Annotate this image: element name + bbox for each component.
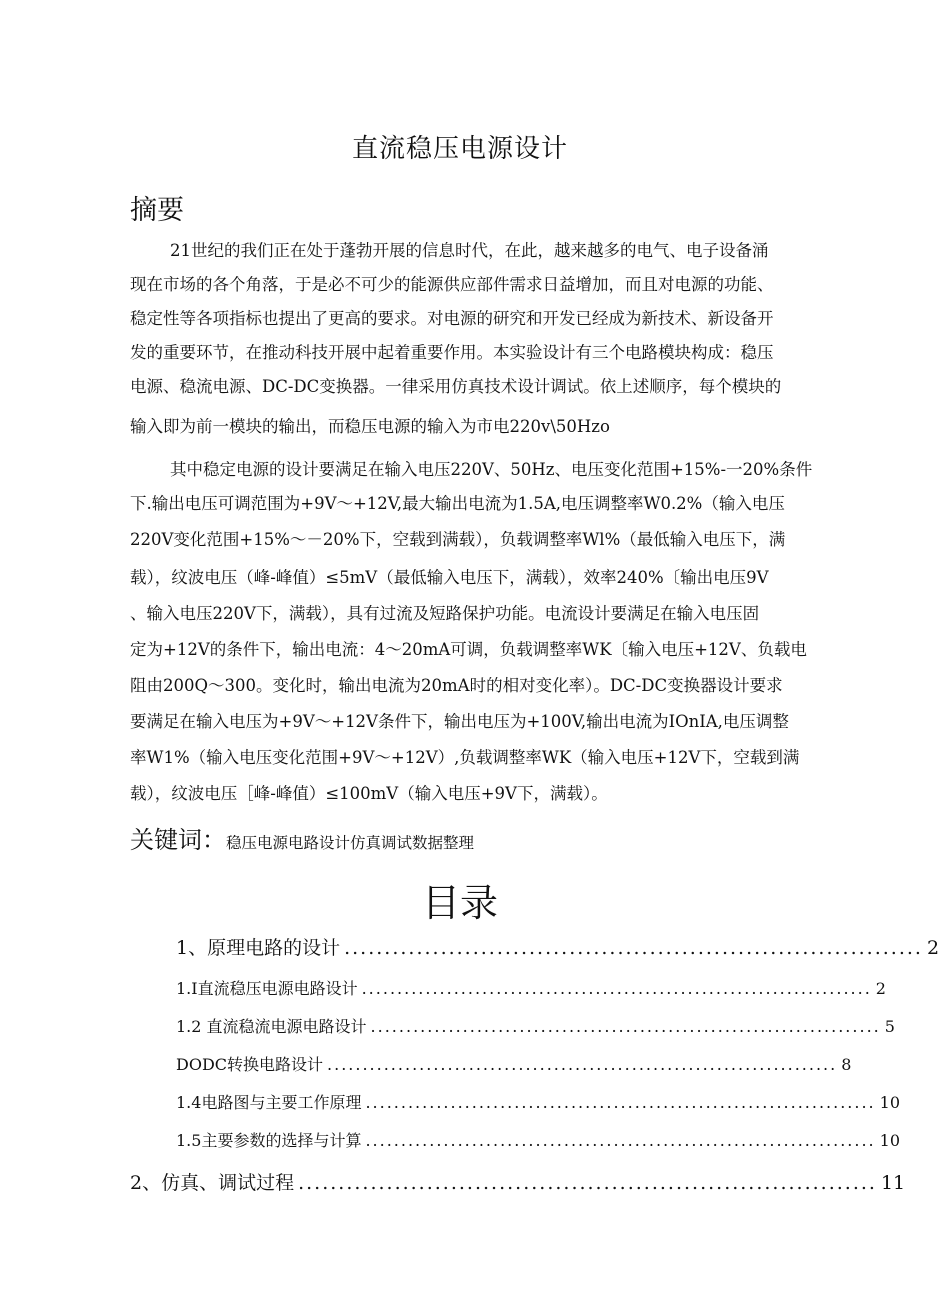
toc-entry-page: 2: [926, 937, 939, 959]
abstract-line: 阻由200Q～300。变化时，输出电流为20mA时的相对变化率）。DC-DC变换器设计要求: [130, 676, 783, 695]
abstract-line: 发的重要环节，在推动科技开展中起着重要作用。本实验设计有三个电路模块构成：稳压: [130, 343, 774, 362]
toc-entry[interactable]: [176, 1090, 900, 1113]
toc-entry-page: 10: [879, 1131, 900, 1150]
abstract-heading: 摘要: [130, 195, 184, 226]
abstract-line: 定为+12V的条件下，输出电流：4～20mA可调，负载调整率WK〔输入电压+12V、负载电: [130, 640, 807, 659]
toc-entry[interactable]: [176, 1052, 852, 1075]
toc-leader-dots: ........................................................................: [327, 1055, 838, 1074]
toc-entry[interactable]: [130, 1168, 906, 1195]
toc-entry[interactable]: [176, 1014, 895, 1037]
document-title: 直流稳压电源设计: [351, 134, 568, 164]
toc-entry-page: 10: [879, 1093, 900, 1112]
keywords-text: 稳压电源电路设计仿真调试数据整理: [226, 834, 475, 852]
keywords: [130, 820, 474, 855]
toc-entry-label: 1.I直流稳压电源电路设计: [176, 979, 358, 998]
toc-leader-dots: ........................................................................: [298, 1172, 877, 1194]
toc-entry-label: DODC转换电路设计: [176, 1055, 324, 1074]
toc-entry-label: 2、仿真、调试过程: [130, 1172, 295, 1194]
keywords-label: 关键词：: [130, 826, 226, 854]
abstract-line: 现在市场的各个角落，于是必不可少的能源供应部件需求日益增加，而且对电源的功能、: [130, 275, 774, 294]
abstract-line: 载），纹波电压［峰-峰值）≤100mV（输入电压+9V下，满载）。: [130, 784, 608, 803]
toc-leader-dots: ........................................................................: [361, 979, 872, 998]
abstract-line: 下.输出电压可调范围为+9V～+12V,最大输出电流为1.5A,电压调整率W0.2%（输入电压: [130, 494, 785, 513]
toc-entry-label: 1.5主要参数的选择与计算: [176, 1131, 362, 1150]
abstract-line: 21世纪的我们正在处于蓬勃开展的信息时代，在此，越来越多的电气、电子设备涌: [170, 241, 769, 260]
toc-entry-page: 11: [880, 1172, 906, 1194]
toc-title: 目录: [421, 881, 498, 925]
toc-entry[interactable]: [176, 933, 939, 960]
toc-entry-label: 1、原理电路的设计: [176, 937, 341, 959]
toc-entry[interactable]: [176, 1128, 900, 1151]
toc-entry[interactable]: [176, 976, 886, 999]
toc-leader-dots: ........................................................................: [370, 1017, 881, 1036]
abstract-line: 220V变化范围+15%～－20%下，空载到满载），负载调整率Wl%（最低输入电压下，满: [130, 530, 786, 549]
toc-leader-dots: ........................................................................: [365, 1093, 876, 1112]
abstract-line: 输入即为前一模块的输出，而稳压电源的输入为市电220v\50Hzo: [130, 417, 610, 436]
abstract-line: 载），纹波电压（峰-峰值）≤5mV（最低输入电压下，满载），效率240%〔输出电压9V: [130, 568, 769, 587]
abstract-line: 率W1%（输入电压变化范围+9V～+12V）,负载调整率WK（输入电压+12V下，空载到满: [130, 748, 800, 767]
toc-entry-label: 1.4电路图与主要工作原理: [176, 1093, 362, 1112]
abstract-line: 电源、稳流电源、DC-DC变换器。一律采用仿真技术设计调试。依上述顺序，每个模块的: [130, 377, 782, 396]
abstract-line: 其中稳定电源的设计要满足在输入电压220V、50Hz、电压变化范围+15%-一20%条件: [170, 460, 813, 479]
toc-entry-page: 8: [841, 1055, 852, 1074]
toc-leader-dots: ........................................................................: [344, 937, 923, 959]
toc-entry-label: 1.2 直流稳流电源电路设计: [176, 1017, 367, 1036]
abstract-line: 、输入电压220V下，满载），具有过流及短路保护功能。电流设计要满足在输入电压固: [130, 604, 760, 623]
toc-entry-page: 5: [884, 1017, 895, 1036]
abstract-line: 稳定性等各项指标也提出了更高的要求。对电源的研究和开发已经成为新技术、新设备开: [130, 309, 774, 328]
toc-leader-dots: ........................................................................: [365, 1131, 876, 1150]
toc-entry-page: 2: [875, 979, 886, 998]
abstract-line: 要满足在输入电压为+9V～+12V条件下，输出电压为+100V,输出电流为IOnIA,电压调整: [130, 712, 789, 731]
